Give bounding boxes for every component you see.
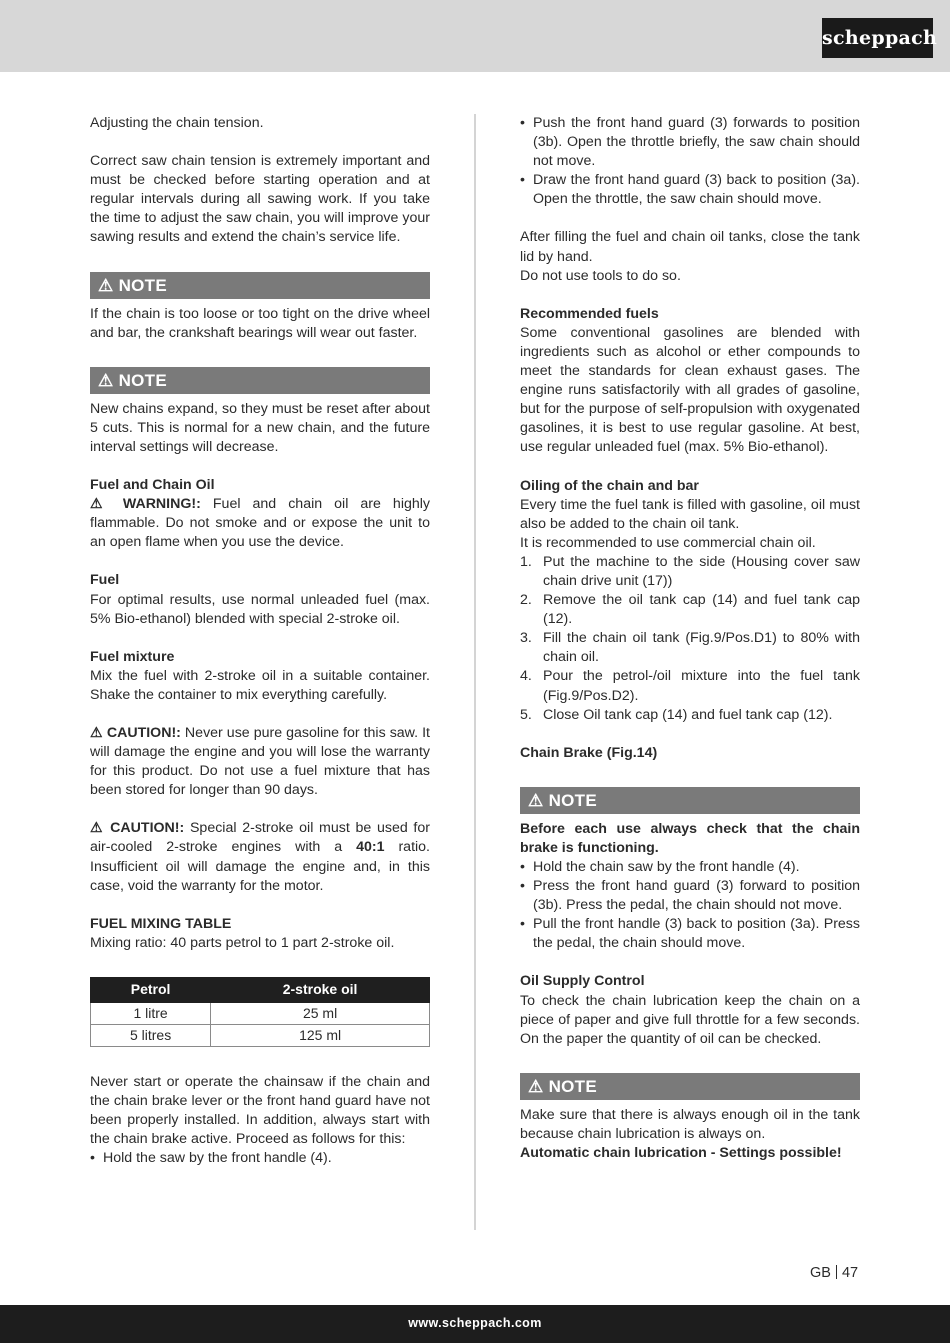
list-item: 4. Pour the petrol-/oil mixture into the fuel tank (Fig.9/Pos.D2).: [520, 668, 860, 704]
list-item: • Pull the front handle (3) back to position (3a). Press the pedal, the chain should move.: [520, 915, 860, 953]
oiling-heading: Oiling of the chain and bar: [520, 477, 699, 494]
oiling-text: It is recommended to use commercial chain oil.: [520, 534, 816, 551]
oiling-text: Every time the fuel tank is filled with gasoline, oil must also be added to the chain oil tank.: [520, 496, 860, 532]
note-banner: ⚠ NOTE: [520, 1073, 860, 1100]
table-row: [91, 1002, 430, 1024]
list-item: 5. Close Oil tank cap (14) and fuel tank cap (12).: [520, 706, 833, 723]
note-text: If the chain is too loose or too tight on the drive wheel and bar, the crankshaft bearings will wear out faster.: [90, 305, 430, 341]
website-link[interactable]: www.scheppach.com: [408, 1316, 542, 1330]
fuel-mixture-heading: Fuel mixture: [90, 648, 175, 665]
caution-paragraph: ⚠ CAUTION!: Never use pure gasoline for this saw. It will damage the engine and you will lose the warranty for this product. Do not use a fuel mixture that has been stored for longer than 90 days.: [90, 724, 430, 799]
note-banner: ⚠ NOTE: [90, 367, 430, 394]
fuel-heading: Fuel: [90, 572, 120, 589]
table-cell: 25 ml: [211, 1002, 430, 1024]
fuel-mixing-table: [90, 977, 430, 1047]
left-column: [90, 114, 430, 1168]
warning-paragraph: ⚠ WARNING!: Fuel and chain oil are highly flammable. Do not smoke and or expose the unit to an open flame when you use the device.: [90, 496, 430, 551]
list-item: 3. Fill the chain oil tank (Fig.9/Pos.D1) to 80% with chain oil.: [520, 630, 860, 666]
caution-label: ⚠ CAUTION!:: [90, 724, 181, 741]
list-item: • Draw the front hand guard (3) back to position (3a). Open the throttle, the saw chain should move.: [520, 171, 860, 209]
recommended-fuels-heading: Recommended fuels: [520, 305, 659, 322]
auto-lubrication-text: Automatic chain lubrication - Settings possible!: [520, 1145, 842, 1162]
note-text: Make sure that there is always enough oil in the tank because chain lubrication is always on.: [520, 1106, 860, 1142]
chain-tension-text: Correct saw chain tension is extremely important and must be checked before starting operation and at regular intervals during all sawing work. If you take the time to adjust the saw chain, you will improve your sawing results and extend the chain’s service life.: [90, 153, 430, 246]
table-cell: 1 litre: [91, 1002, 211, 1024]
mixing-ratio-text: Mixing ratio: 40 parts petrol to 1 part 2-stroke oil.: [90, 934, 395, 951]
chain-tension-title: Adjusting the chain tension.: [90, 115, 264, 131]
table-cell: 5 litres: [91, 1024, 211, 1046]
fuel-mixture-text: Mix the fuel with 2-stroke oil in a suitable container. Shake the container to mix everything carefully.: [90, 667, 430, 703]
list-item: • Hold the saw by the front handle (4).: [90, 1149, 430, 1168]
fuel-text: For optimal results, use normal unleaded fuel (max. 5% Bio-ethanol) blended with special 2-stroke oil.: [90, 591, 430, 627]
page-separator: [836, 1265, 837, 1279]
fuel-oil-heading: Fuel and Chain Oil: [90, 477, 215, 494]
right-column: [520, 114, 860, 1163]
tank-text: After filling the fuel and chain oil tanks, close the tank lid by hand.: [520, 229, 860, 265]
chain-brake-heading: Chain Brake (Fig.14): [520, 744, 658, 761]
column-divider: [474, 114, 476, 1230]
oil-supply-text: To check the chain lubrication keep the chain on a piece of paper and give full throttle for a few seconds. On the paper the quantity of oil can be checked.: [520, 992, 860, 1047]
list-item: 1. Put the machine to the side (Housing cover saw chain drive unit (17)): [520, 553, 860, 589]
mix-ratio: 40:1: [356, 839, 385, 856]
scheppach-logo: scheppach: [822, 18, 933, 58]
mixing-table-heading: FUEL MIXING TABLE: [90, 915, 232, 932]
table-header: Petrol: [91, 977, 211, 1002]
note-banner: ⚠ NOTE: [90, 272, 430, 299]
note-banner: ⚠ NOTE: [520, 787, 860, 814]
list-item: • Push the front hand guard (3) forwards to position (3b). Open the throttle briefly, the saw chain should not move.: [520, 114, 860, 171]
start-instructions: Never start or operate the chainsaw if the chain and the chain brake lever or the front hand guard have not been properly installed. In addition, always start with the chain brake active. Proceed as follows for this:: [90, 1073, 430, 1148]
note-text: New chains expand, so they must be reset after about 5 cuts. This is normal for a new chain, and the future interval settings will decrease.: [90, 400, 430, 455]
caution-paragraph: ⚠ CAUTION!: Special 2-stroke oil must be used for air-cooled 2-stroke engines with a 40:1 ratio. Insufficient oil will damage the engine and, in this case, void the warranty for the motor.: [90, 820, 431, 894]
list-item: 2. Remove the oil tank cap (14) and fuel tank cap (12).: [520, 592, 860, 628]
brake-check-text: Before each use always check that the chain brake is functioning.: [520, 820, 860, 856]
oil-supply-heading: Oil Supply Control: [520, 973, 645, 990]
list-item: • Hold the chain saw by the front handle (4).: [520, 858, 860, 877]
header-band: [0, 0, 950, 72]
caution-label: ⚠ CAUTION!:: [90, 820, 185, 837]
page-number: GB 47: [810, 1265, 859, 1281]
footer-bar: [0, 1305, 950, 1343]
warning-label: ⚠ WARNING!:: [90, 496, 201, 513]
list-item: • Press the front hand guard (3) forward to position (3b). Press the pedal, the chain should not move.: [520, 877, 860, 915]
recommended-fuels-text: Some conventional gasolines are blended with ingredients such as alcohol or ether compounds to meet the standards for clean exhaust gases. The engine runs satisfactorily with all grades of gasoline, but for the purpose of self-propulsion with oxygenated gasolines, it is best to use regular gasoline. At best, use regular unleaded fuel (max. 5% Bio-ethanol).: [520, 324, 860, 456]
tank-text: Do not use tools to do so.: [520, 267, 681, 284]
table-header: 2-stroke oil: [211, 977, 430, 1002]
table-row: [91, 1024, 430, 1046]
table-cell: 125 ml: [211, 1024, 430, 1046]
